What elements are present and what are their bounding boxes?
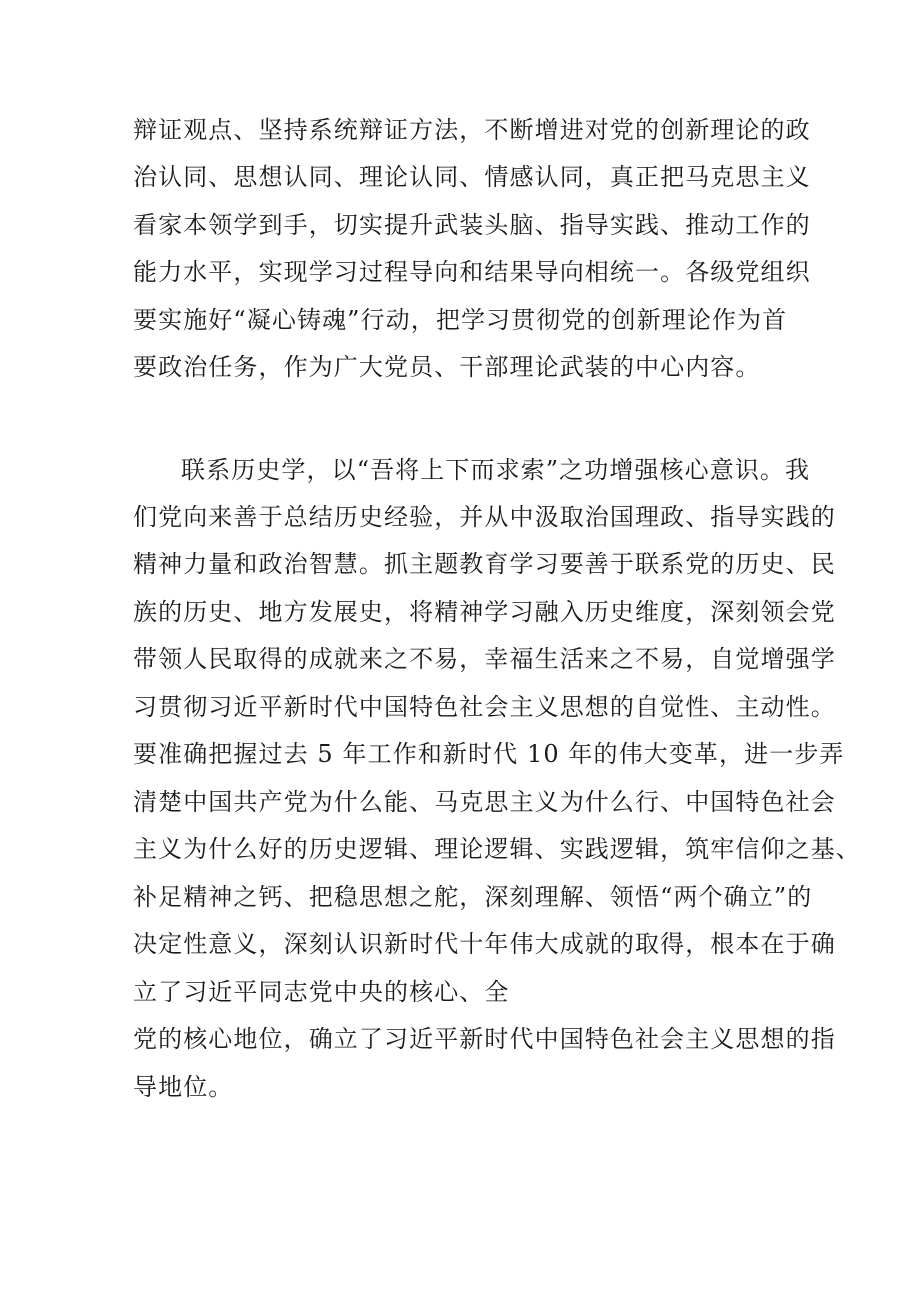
text-line: 们党向来善于总结历史经验，并从中汲取治国理政、指导实践的 [133,503,836,531]
text-line: 要政治任务，作为广大党员、干部理论武装的中心内容。 [133,353,761,381]
text-line: 看家本领学到手，切实提升武装头脑、指导实践、推动工作的 [133,211,811,239]
text-line: 要实施好“凝心铸魂”行动，把学习贯彻党的创新理论作为首 [133,306,788,334]
text-line: 主义为什么好的历史逻辑、理论逻辑、实践逻辑，筑牢信仰之基、 [133,835,861,863]
text-line: 辩证观点、坚持系统辩证方法，不断增进对党的创新理论的政 [133,116,811,144]
text-line: 族的历史、地方发展史，将精神学习融入历史维度，深刻领会党 [133,598,836,626]
text-line: 党的核心地位，确立了习近平新时代中国特色社会主义思想的指 [133,1025,836,1053]
text-line: 治认同、思想认同、理论认同、情感认同，真正把马克思主义 [133,163,811,191]
text-line: 决定性意义，深刻认识新时代十年伟大成就的取得，根本在于确 [133,930,836,958]
text-line: 带领人民取得的成就来之不易，幸福生活来之不易，自觉增强学 [133,645,836,673]
text-line: 能力水平，实现学习过程导向和结果导向相统一。各级党组织 [133,258,811,286]
text-line: 联系历史学，以“吾将上下而求索”之功增强核心意识。我 [181,456,811,484]
text-line: 精神力量和政治智慧。抓主题教育学习要善于联系党的历史、民 [133,550,836,578]
text-line: 立了习近平同志党中央的核心、全 [133,978,510,1006]
text-line: 习贯彻习近平新时代中国特色社会主义思想的自觉性、主动性。 [133,693,836,721]
text-line: 清楚中国共产党为什么能、马克思主义为什么行、中国特色社会 [133,788,836,816]
text-line: 补足精神之钙、把稳思想之舵，深刻理解、领悟“两个确立”的 [133,883,813,911]
text-line: 要准确把握过去 5 年工作和新时代 10 年的伟大变革，进一步弄 [133,740,845,768]
text-line: 导地位。 [133,1073,234,1101]
